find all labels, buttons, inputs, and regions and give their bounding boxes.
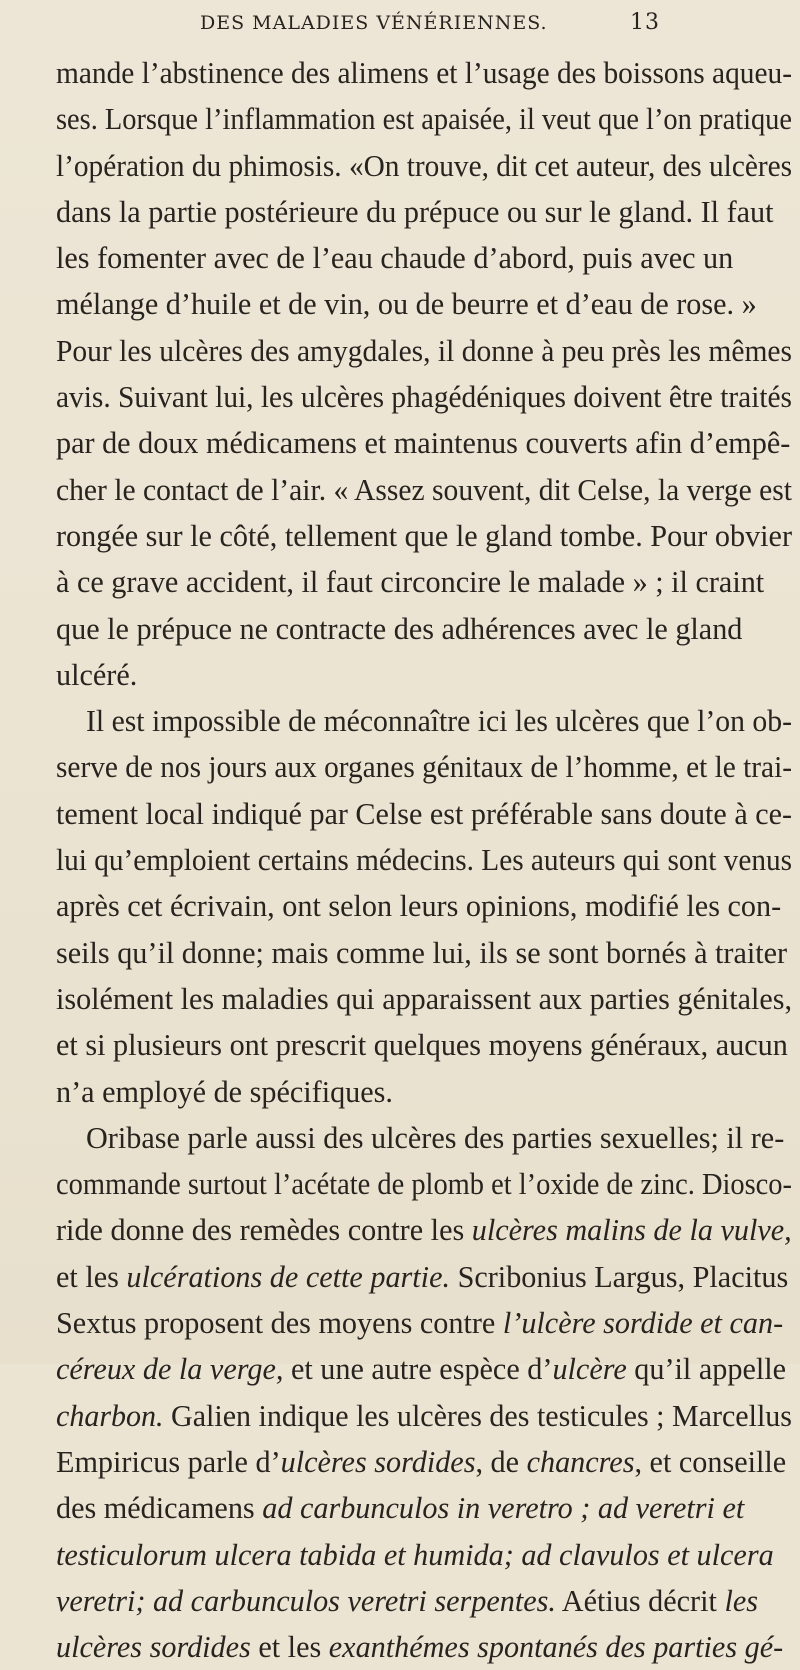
text-line: l’opération du phimosis. «On trouve, dit cet auteur, des ulcères	[56, 148, 792, 183]
text-line: cher le contact de l’air. « Assez souvent, dit Celse, la verge est	[56, 472, 792, 507]
text-line: Empiricus parle d’ulcères sordides, de chancres, et conseille	[56, 1444, 787, 1479]
page-number: 13	[630, 10, 660, 35]
text-line: que le prépuce ne contracte des adhérences avec le gland	[56, 611, 743, 646]
text-line: des médicamens ad carbunculos in veretro ; ad veretri et	[56, 1491, 745, 1526]
text-line: charbon. Galien indique les ulcères des testicules ; Marcellus	[56, 1398, 792, 1433]
running-head	[190, 4, 660, 42]
text-line: lui qu’emploient certains médecins. Les auteurs qui sont venus	[56, 843, 792, 878]
text-line: après cet écrivain, ont selon leurs opinions, modifié les con-	[56, 889, 782, 924]
text-line: veretri; ad carbunculos veretri serpentes. Aétius décrit les	[56, 1583, 758, 1618]
text-line: rongée sur le côté, tellement que le gland tombe. Pour obvier	[56, 518, 792, 553]
text-line: céreux de la verge, et une autre espèce d’ulcère qu’il appelle	[56, 1352, 787, 1387]
paragraph-start-line: Il est impossible de méconnaître ici les ulcères que l’on ob-	[86, 704, 792, 739]
text-line: dans la partie postérieure du prépuce ou sur le gland. Il faut	[56, 194, 774, 229]
text-line: avis. Suivant lui, les ulcères phagédéniques doivent être traités	[56, 380, 792, 415]
text-line: testiculorum ulcera tabida et humida; ad clavulos et ulcera	[56, 1537, 774, 1572]
text-line: les fomenter avec de l’eau chaude d’abord, puis avec un	[56, 241, 734, 276]
text-line: ses. Lorsque l’inflammation est apaisée, il veut que l’on pratique	[56, 102, 792, 137]
text-line: par de doux médicamens et maintenus couverts afin d’empê-	[56, 426, 791, 461]
text-line: commande surtout l’acétate de plomb et l’oxide de zinc. Diosco-	[56, 1167, 792, 1202]
text-line: mande l’abstinence des alimens et l’usage des boissons aqueu-	[56, 56, 792, 90]
paragraph-start-line: Oribase parle aussi des ulcères des parties sexuelles; il re-	[86, 1120, 785, 1155]
text-line: Sextus proposent des moyens contre l’ulcère sordide et can-	[56, 1306, 784, 1341]
text-line: ulcéré.	[56, 657, 138, 692]
text-line: ulcères sordides et les exanthémes spontanés des parties gé-	[56, 1630, 784, 1665]
text-line: isolément les maladies qui apparaissent aux parties génitales,	[56, 981, 792, 1016]
text-line: à ce grave accident, il faut circoncire le malade » ; il craint	[56, 565, 765, 600]
text-line: Pour les ulcères des amygdales, il donne à peu près les mêmes	[56, 333, 792, 368]
running-title: DES MALADIES VÉNÉRIENNES.	[200, 12, 548, 34]
text-line: et si plusieurs ont prescrit quelques moyens généraux, aucun	[56, 1028, 788, 1063]
text-line: seils qu’il donne; mais comme lui, ils se sont bornés à traiter	[56, 935, 788, 970]
text-line: serve de nos jours aux organes génitaux de l’homme, et le trai-	[56, 750, 792, 785]
text-line: tement local indiqué par Celse est préférable sans doute à ce-	[56, 796, 792, 831]
text-line: et les ulcérations de cette partie. Scribonius Largus, Placitus	[56, 1259, 789, 1294]
text-line: n’a employé de spécifiques.	[56, 1074, 393, 1109]
text-line: mélange d’huile et de vin, ou de beurre et d’eau de rose. »	[56, 287, 757, 322]
body-text	[56, 50, 792, 1670]
text-line: ride donne des remèdes contre les ulcères malins de la vulve,	[56, 1213, 792, 1248]
